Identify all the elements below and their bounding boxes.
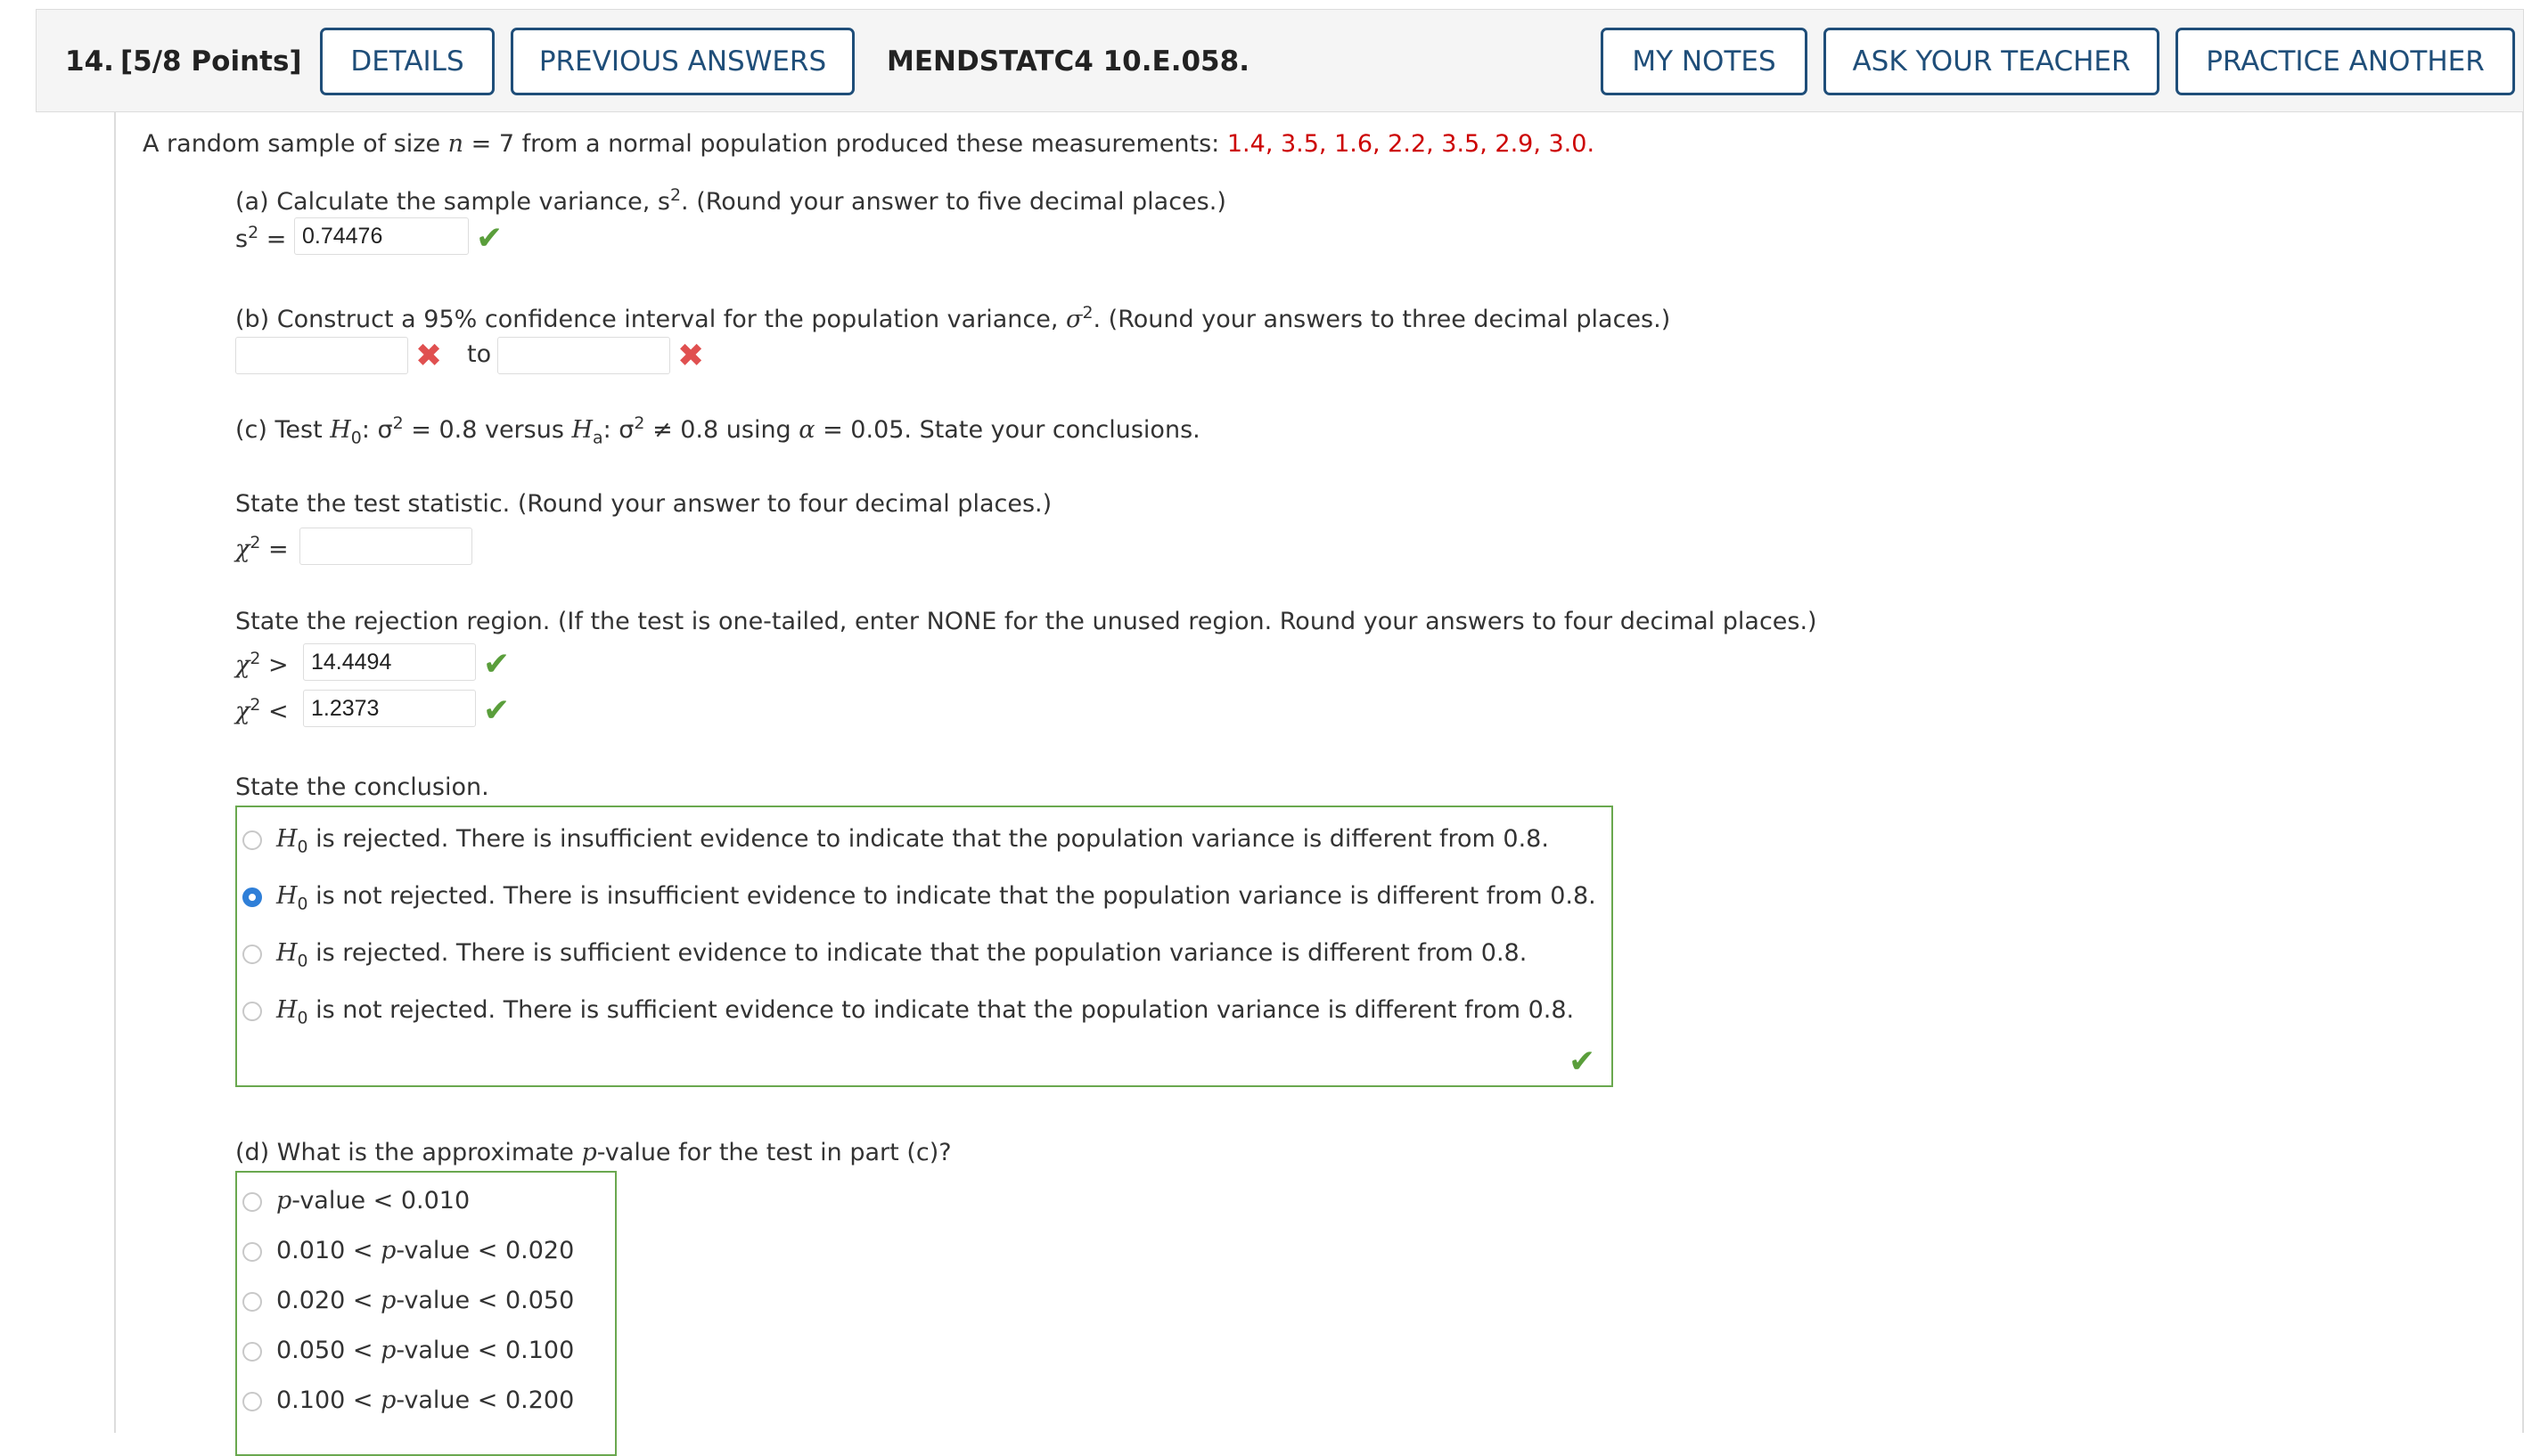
ci-upper-input[interactable]	[497, 337, 670, 374]
correct-check-icon: ✔	[483, 692, 511, 729]
intro-end: .	[1586, 130, 1595, 158]
p-symbol: p	[381, 1287, 397, 1314]
measurements: 1.4, 3.5, 1.6, 2.2, 3.5, 2.9, 3.0	[1226, 130, 1587, 158]
h0-symbol: H	[330, 416, 351, 444]
part-d-prefix: (d) What is the approximate	[235, 1139, 582, 1166]
ha-subscript: a	[593, 428, 603, 448]
conclusion-prompt: State the conclusion.	[235, 773, 489, 801]
pvalue-option-prefix: 0.100 <	[276, 1386, 381, 1414]
rejection-region-prompt: State the rejection region. (If the test is one-tailed, enter NONE for the unused region. Round your answers to four decimal places.)	[235, 608, 1817, 635]
intro-n: n	[447, 130, 464, 158]
conclusion-radio-4[interactable]	[242, 1002, 262, 1021]
h0-sigma: : σ	[361, 416, 393, 444]
h0-symbol: H	[276, 939, 298, 967]
h0-subscript: 0	[350, 428, 362, 448]
my-notes-button[interactable]: MY NOTES	[1601, 28, 1807, 95]
p-symbol: p	[581, 1139, 597, 1166]
ci-lower-input[interactable]	[235, 337, 408, 374]
correct-check-icon: ✔	[483, 646, 511, 683]
h0-subscript: 0	[297, 951, 308, 971]
pvalue-radio-3[interactable]	[242, 1292, 262, 1312]
h0-symbol: H	[276, 996, 298, 1024]
pvalue-radio-1[interactable]	[242, 1192, 262, 1212]
pvalue-option-prefix: 0.010 <	[276, 1237, 381, 1264]
less-than: <	[268, 698, 289, 725]
pvalue-radio-2[interactable]	[242, 1242, 262, 1262]
chi-symbol: χ	[235, 651, 250, 679]
part-b-prefix: (b) Construct a 95% confidence interval for the population variance,	[235, 306, 1067, 333]
pvalue-option-prefix: 0.050 <	[276, 1337, 381, 1364]
ask-your-teacher-button[interactable]: ASK YOUR TEACHER	[1823, 28, 2159, 95]
pvalue-radio-5[interactable]	[242, 1392, 262, 1411]
rejection-upper-input[interactable]: 14.4494	[303, 643, 476, 681]
alpha-symbol: α	[799, 416, 815, 444]
part-a-prompt: (a) Calculate the sample variance, $s^2$. (Round your answer to five decimal places.)	[235, 185, 1226, 216]
pvalue-radio-4[interactable]	[242, 1342, 262, 1362]
h0-subscript: 0	[297, 894, 308, 914]
conclusion-option-text: is rejected. There is sufficient evidence to indicate that the population variance is different from 0.8.	[307, 939, 1528, 967]
part-c-prefix: (c) Test	[235, 416, 331, 444]
s-symbol: s	[235, 225, 249, 253]
test-statistic-input[interactable]	[299, 528, 472, 565]
pvalue-option-3[interactable]	[276, 1287, 574, 1314]
conclusion-option-4[interactable]	[276, 996, 1574, 1027]
chi-symbol: χ	[235, 698, 250, 725]
rejection-lower-input[interactable]: 1.2373	[303, 690, 476, 727]
sample-variance-input[interactable]: 0.74476	[294, 217, 469, 255]
intro-middle: = 7 from a normal population produced these measurements:	[463, 130, 1227, 158]
previous-answers-button[interactable]: PREVIOUS ANSWERS	[511, 28, 855, 95]
conclusion-radio-3[interactable]	[242, 945, 262, 964]
part-c-end: = 0.05. State your conclusions.	[815, 416, 1200, 444]
p-symbol: p	[276, 1187, 292, 1215]
p-symbol: p	[381, 1237, 397, 1264]
h0-subscript: 0	[297, 1008, 308, 1028]
equals-sign: =	[266, 225, 287, 253]
assignment-id: MENDSTATC4 10.E.058.	[887, 45, 1250, 78]
conclusion-option-text: is not rejected. There is sufficient evidence to indicate that the population variance is different from 0.8.	[307, 996, 1575, 1024]
part-a-suffix: . (Round your answer to five decimal places.)	[681, 188, 1226, 216]
rejection-upper-label: $\chi^2$ >	[235, 649, 289, 679]
pvalue-option-suffix: -value < 0.200	[396, 1386, 575, 1414]
pvalue-option-suffix: -value < 0.010	[291, 1187, 471, 1215]
correct-check-icon: ✔	[476, 220, 504, 257]
pvalue-option-suffix: -value < 0.020	[396, 1237, 575, 1264]
problem-intro	[143, 130, 1594, 158]
ha-symbol: H	[571, 416, 594, 444]
question-points: [5/8 Points]	[120, 45, 302, 78]
part-d-prompt	[235, 1139, 952, 1166]
correct-check-icon: ✔	[1569, 1043, 1596, 1080]
question-header	[36, 9, 2524, 112]
h0-subscript: 0	[297, 837, 308, 857]
ha-sigma: : σ	[602, 416, 635, 444]
conclusion-option-3[interactable]	[276, 939, 1527, 970]
chi-square-label: $\chi^2$ =	[235, 533, 289, 563]
p-symbol: p	[381, 1386, 397, 1414]
part-a-label: $s^2$ =	[235, 223, 287, 253]
h0-symbol: H	[276, 825, 298, 853]
p-symbol: p	[381, 1337, 397, 1364]
conclusion-radio-1[interactable]	[242, 830, 262, 850]
to-label: to	[467, 340, 492, 368]
question-number: 14.	[65, 45, 114, 78]
conclusion-option-2[interactable]	[276, 882, 1596, 913]
intro-prefix: A random sample of size	[143, 130, 448, 158]
part-d-suffix: -value for the test in part (c)?	[596, 1139, 952, 1166]
sigma-symbol: σ	[1066, 306, 1083, 333]
part-a-prefix: (a) Calculate the sample variance, s	[235, 188, 670, 216]
part-b-suffix: . (Round your answers to three decimal places.)	[1093, 306, 1671, 333]
pvalue-option-2[interactable]	[276, 1237, 574, 1264]
content-border-left	[114, 112, 116, 1433]
greater-than: >	[268, 651, 289, 679]
conclusion-option-text: is not rejected. There is insufficient evidence to indicate that the population variance is different from 0.8.	[307, 882, 1596, 910]
incorrect-x-icon: ✖	[677, 338, 705, 374]
incorrect-x-icon: ✖	[415, 338, 443, 374]
details-button[interactable]: DETAILS	[320, 28, 495, 95]
pvalue-option-5[interactable]	[276, 1386, 574, 1414]
pvalue-option-suffix: -value < 0.050	[396, 1287, 575, 1314]
content-border-right	[2522, 112, 2524, 1433]
part-c-mid1: = 0.8 versus	[403, 416, 572, 444]
rejection-lower-label: $\chi^2$ <	[235, 695, 289, 725]
pvalue-option-1[interactable]	[276, 1187, 470, 1215]
practice-another-button[interactable]: PRACTICE ANOTHER	[2175, 28, 2515, 95]
h0-symbol: H	[276, 882, 298, 910]
part-b-prompt: (b) Construct a 95% confidence interval for the population variance, $\sigma^2$. (Round your answers to three decimal places.)	[235, 303, 1671, 333]
test-statistic-prompt: State the test statistic. (Round your answer to four decimal places.)	[235, 490, 1053, 518]
chi-symbol: χ	[235, 536, 250, 563]
pvalue-option-prefix: 0.020 <	[276, 1287, 381, 1314]
conclusion-option-text: is rejected. There is insufficient evidence to indicate that the population variance is different from 0.8.	[307, 825, 1549, 853]
conclusion-radio-2[interactable]	[242, 888, 262, 907]
conclusion-option-1[interactable]	[276, 825, 1549, 856]
part-c-mid2: ≠ 0.8 using	[644, 416, 799, 444]
part-c-prompt: (c) Test $H_0$: $\sigma^2 = 0.8$ versus $H_a$: $\sigma^2 \ne 0.8$ using α = 0.05. State your conclusions.	[235, 413, 1200, 448]
pvalue-option-4[interactable]	[276, 1337, 574, 1364]
pvalue-option-suffix: -value < 0.100	[396, 1337, 575, 1364]
